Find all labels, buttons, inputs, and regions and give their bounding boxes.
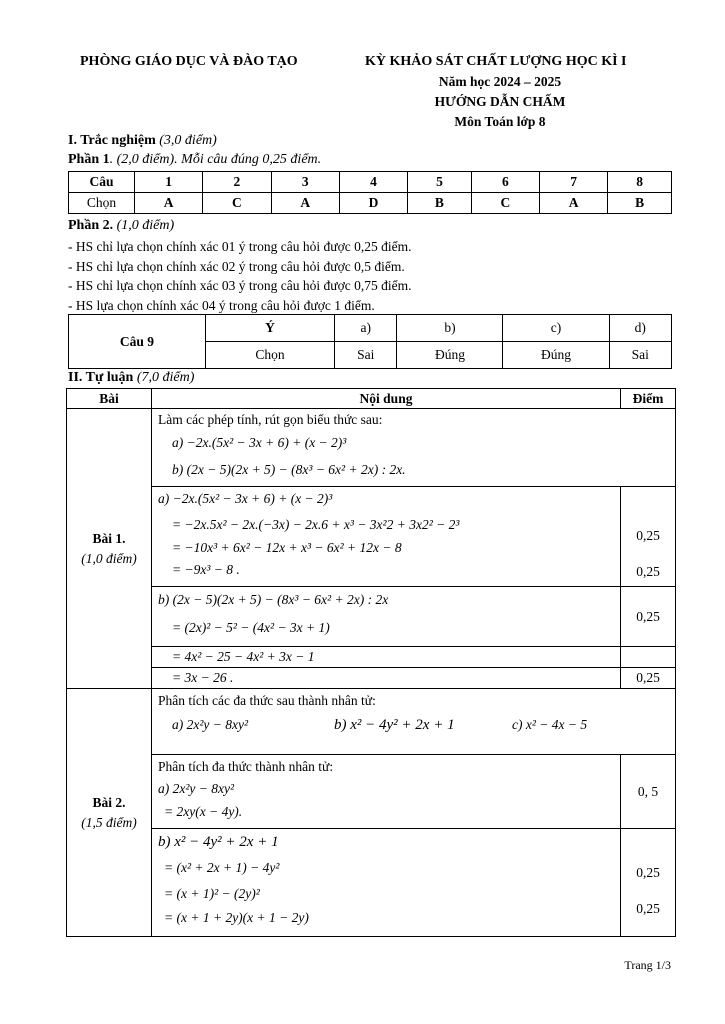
exam-title: KỲ KHẢO SÁT CHẤT LƯỢNG HỌC KÌ I bbox=[365, 54, 627, 69]
scoring-rules bbox=[68, 237, 411, 315]
q-cell: 7 bbox=[540, 172, 608, 193]
sol-line: a) 2x²y − 8xy² bbox=[158, 781, 235, 796]
result-cell: Đúng bbox=[397, 342, 503, 369]
bai2-score-a: 0, 5 bbox=[621, 755, 676, 829]
q-cell: 3 bbox=[271, 172, 339, 193]
answer-cell: A bbox=[271, 193, 339, 214]
bai1-intro: Làm các phép tính, rút gọn biểu thức sau: bbox=[158, 412, 383, 427]
item-cell: d) bbox=[609, 315, 672, 342]
bai2-questions bbox=[158, 716, 669, 736]
sol-line: = (2x)² − 5² − (4x² − 3x + 1) bbox=[172, 620, 330, 635]
bai2-label: Bài 2. bbox=[92, 794, 126, 810]
bai2-question bbox=[152, 689, 676, 755]
item-cell: b) bbox=[397, 315, 503, 342]
sol-line: = −10x³ + 6x² − 12x + x³ − 6x² + 12x − 8 bbox=[172, 540, 402, 555]
page-number: Trang 1/3 bbox=[624, 958, 671, 972]
row-label-chon: Chọn bbox=[69, 193, 135, 214]
result-cell: Đúng bbox=[503, 342, 609, 369]
bai1-score-a bbox=[621, 487, 676, 587]
q-cell: 1 bbox=[135, 172, 203, 193]
bai1-qb: b) (2x − 5)(2x + 5) − (8x³ − 6x² + 2x) : 2x. bbox=[172, 462, 406, 477]
sol-line: = (x² + 2x + 1) − 4y² bbox=[164, 860, 280, 875]
school-year: Năm học 2024 – 2025 bbox=[438, 74, 562, 89]
row-label-cau: Câu bbox=[69, 172, 135, 193]
sol-line: = −2x.5x² − 2x.(−3x) − 2x.6 + x³ − 3x²2 + 3x2² − 2³ bbox=[172, 517, 460, 532]
sol-line: b) (2x − 5)(2x + 5) − (8x³ − 6x² + 2x) : 2x bbox=[158, 592, 389, 607]
bai1-sol-b2 bbox=[152, 647, 621, 668]
bai2-sol-a bbox=[152, 755, 621, 829]
bai1-cell bbox=[67, 409, 152, 689]
score: 0,25 bbox=[636, 564, 660, 579]
answer-cell: C bbox=[203, 193, 271, 214]
answer-cell: D bbox=[339, 193, 407, 214]
bai2-qa: a) 2x²y − 8xy² bbox=[172, 717, 249, 732]
rule-line: - HS chỉ lựa chọn chính xác 02 ý trong câu hỏi được 0,5 điểm. bbox=[68, 258, 405, 274]
bai1-score-b1: 0,25 bbox=[621, 587, 676, 647]
bai1-label: Bài 1. bbox=[92, 530, 126, 546]
part1-sub1 bbox=[68, 152, 321, 168]
empty-score bbox=[621, 647, 676, 668]
bai1-qa: a) −2x.(5x² − 3x + 6) + (x − 2)³ bbox=[172, 435, 347, 450]
bai2-sol-intro: Phân tích đa thức thành nhân tử: bbox=[158, 759, 334, 774]
part2-heading-points: (7,0 điểm) bbox=[136, 370, 195, 385]
sub1-label: Phần 1 bbox=[68, 152, 110, 167]
q-cell: 5 bbox=[408, 172, 472, 193]
rule-line: - HS chỉ lựa chọn chính xác 01 ý trong câu hỏi được 0,25 điểm. bbox=[68, 239, 412, 254]
bai2-sol-b bbox=[152, 829, 621, 937]
score: 0,25 bbox=[636, 528, 660, 543]
essay-table bbox=[66, 388, 676, 937]
score: 0,25 bbox=[636, 865, 660, 880]
bai2-qc: c) x² − 4x − 5 bbox=[512, 717, 588, 732]
bai2-qb: b) x² − 4y² + 2x + 1 bbox=[334, 717, 455, 733]
rule-line: - HS lựa chọn chính xác 04 ý trong câu hỏi được 1 điểm. bbox=[68, 297, 375, 313]
sub2-points: (1,0 điểm) bbox=[116, 218, 175, 233]
part1-sub2 bbox=[68, 218, 174, 234]
sol-line: = 3x − 26 . bbox=[172, 670, 234, 685]
part1-heading-points: (3,0 điểm) bbox=[159, 133, 217, 148]
col-bai: Bài bbox=[67, 389, 152, 409]
answer-table bbox=[68, 171, 672, 214]
sol-line: = (x + 1)² − (2y)² bbox=[164, 886, 260, 901]
sol-line: a) −2x.(5x² − 3x + 6) + (x − 2)³ bbox=[158, 491, 333, 506]
part1-heading bbox=[68, 133, 217, 149]
q-cell: 6 bbox=[471, 172, 539, 193]
part1-heading-label: I. Trắc nghiệm bbox=[68, 133, 156, 148]
q-cell: 2 bbox=[203, 172, 271, 193]
item-cell: c) bbox=[503, 315, 609, 342]
item-cell: a) bbox=[335, 315, 397, 342]
part2-heading bbox=[68, 370, 194, 386]
result-cell: Sai bbox=[609, 342, 672, 369]
sol-line: = (x + 1 + 2y)(x + 1 − 2y) bbox=[164, 910, 309, 925]
true-false-table bbox=[68, 314, 672, 369]
bai1-points: (1,0 điểm) bbox=[81, 550, 137, 566]
answer-cell: B bbox=[608, 193, 672, 214]
result-cell: Sai bbox=[335, 342, 397, 369]
answer-cell: A bbox=[135, 193, 203, 214]
col-chon: Chọn bbox=[206, 342, 335, 369]
bai2-intro: Phân tích các đa thức sau thành nhân tử: bbox=[158, 693, 376, 708]
bai1-sol-a bbox=[152, 487, 621, 587]
sol-line: = 4x² − 25 − 4x² + 3x − 1 bbox=[172, 649, 315, 664]
sol-line: = −9x³ − 8 . bbox=[172, 562, 240, 577]
col-y: Ý bbox=[206, 315, 335, 342]
department-name: PHÒNG GIÁO DỤC VÀ ĐÀO TẠO bbox=[80, 54, 298, 69]
bai1-score-b3: 0,25 bbox=[621, 668, 676, 689]
subject-title: Môn Toán lớp 8 bbox=[454, 114, 546, 129]
sol-line: b) x² − 4y² + 2x + 1 bbox=[158, 834, 279, 850]
bai2-score-b bbox=[621, 829, 676, 937]
sub1-rest: . (2,0 điểm). Mỗi câu đúng 0,25 điểm. bbox=[109, 152, 322, 167]
bai1-sol-b3 bbox=[152, 668, 621, 689]
bai2-cell bbox=[67, 689, 152, 937]
q-cell: 8 bbox=[608, 172, 672, 193]
rule-line: - HS chỉ lựa chọn chính xác 03 ý trong câu hỏi được 0,75 điểm. bbox=[68, 278, 412, 293]
sub2-label: Phần 2. bbox=[68, 218, 114, 233]
guide-title: HƯỚNG DẪN CHẤM bbox=[434, 94, 566, 109]
sol-line: = 2xy(x − 4y). bbox=[164, 804, 243, 819]
col-diem: Điểm bbox=[621, 389, 676, 409]
bai1-sol-b bbox=[152, 587, 621, 647]
answer-cell: C bbox=[471, 193, 539, 214]
part2-heading-label: II. Tự luận bbox=[68, 370, 134, 385]
col-noidung: Nội dung bbox=[152, 389, 621, 409]
bai2-points: (1,5 điểm) bbox=[81, 814, 137, 830]
answer-cell: A bbox=[540, 193, 608, 214]
q-cell: 4 bbox=[339, 172, 407, 193]
score: 0,25 bbox=[636, 901, 660, 916]
bai1-question bbox=[152, 409, 676, 487]
cau9-label: Câu 9 bbox=[69, 315, 206, 369]
answer-cell: B bbox=[408, 193, 472, 214]
